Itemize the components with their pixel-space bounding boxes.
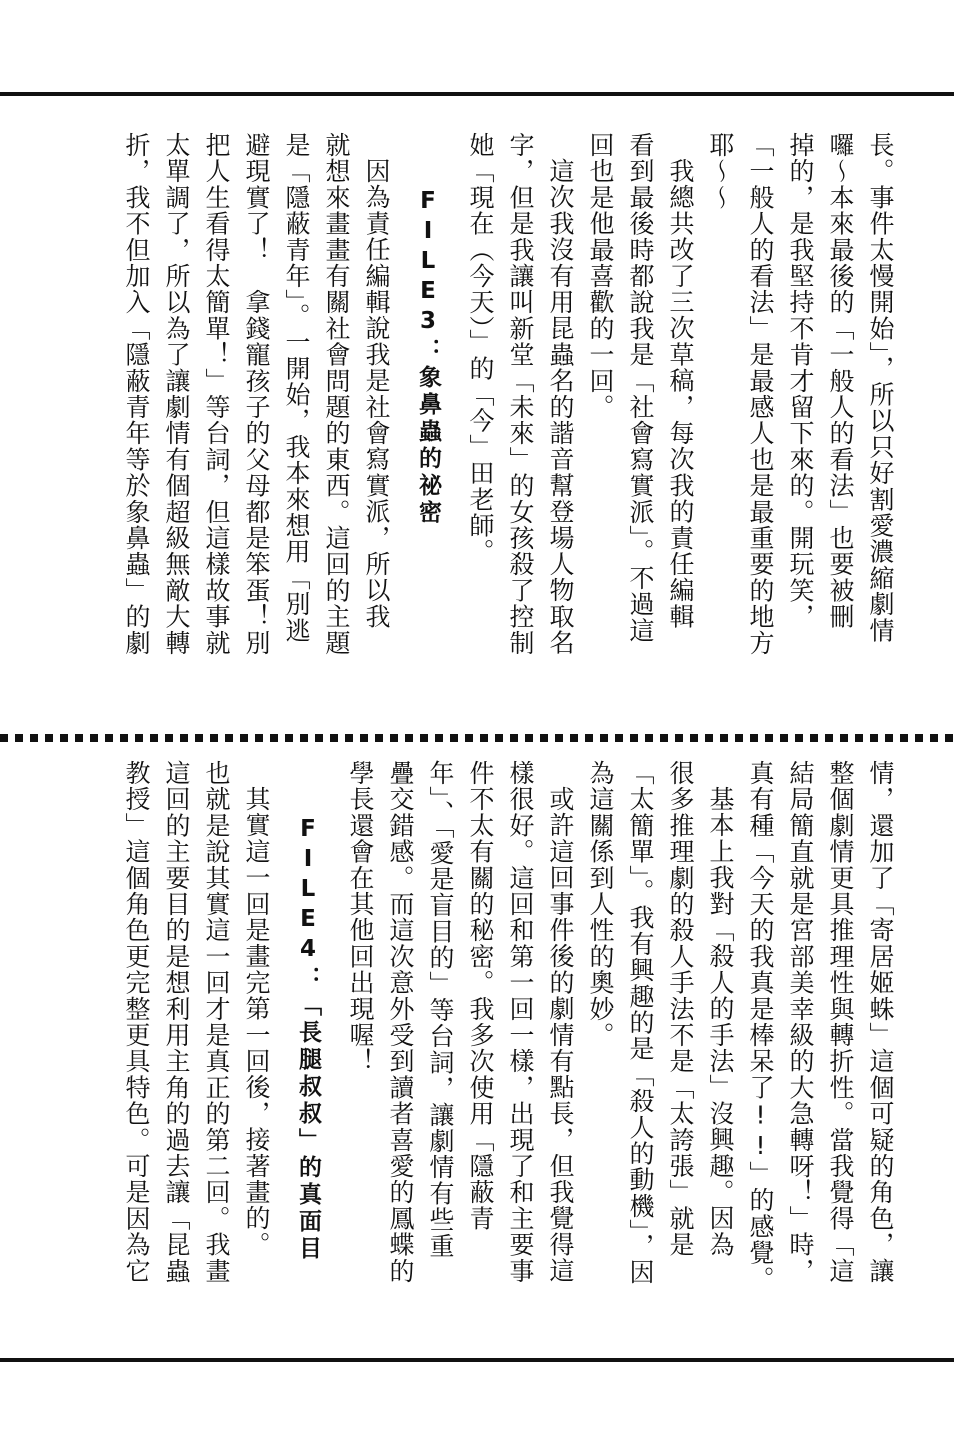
text-column: 年」、「愛是盲目的」等台詞，讓劇情有些重 xyxy=(426,760,455,1259)
text-column: 掉的，是我堅持不肯才留下來的。開玩笑， xyxy=(786,132,815,630)
text-column: 基本上我對「殺人的手法」沒興趣。因為 xyxy=(706,786,735,1258)
text-column: 這回的主要目的是想利用主角的過去讓「昆蟲 xyxy=(162,760,191,1284)
text-column: 耶～～ xyxy=(706,132,735,211)
text-column: 是「隱蔽青年」。一開始，我本來想用「別逃 xyxy=(282,132,311,644)
text-column: 為這關係到人性的奧妙。 xyxy=(586,760,615,1049)
text-column: 太單調了，所以為了讓劇情有個超級無敵大轉 xyxy=(162,132,191,656)
text-column: 回也是他最喜歡的一回。 xyxy=(586,132,615,421)
dotted-divider xyxy=(0,734,954,742)
text-column: 這次我沒有用昆蟲名的諧音幫登場人物取名 xyxy=(546,158,575,656)
text-column: 折，我不但加入「隱蔽青年等於象鼻蟲」的劇 xyxy=(122,132,151,656)
text-column: 樣很好。這回和第一回一樣，出現了和主要事 xyxy=(506,760,535,1284)
text-column: 也就是說其實這一回才是真正的第二回。我畫 xyxy=(202,760,231,1284)
text-column: 把人生看得太簡單！」等台詞，但這樣故事就 xyxy=(202,132,231,656)
top-border-rule xyxy=(0,92,954,96)
text-column: 她「現在（今天）」的「今」田老師。 xyxy=(466,132,495,565)
text-column: 看到最後時都說我是「社會寫實派」。不過這 xyxy=(626,132,655,644)
file4-heading: FILE4：「長腿叔叔」的真面目 xyxy=(295,816,321,1263)
text-column: 長。事件太慢開始」，所以只好割愛濃縮劇情 xyxy=(866,132,895,644)
text-column: 情，還加了「寄居姬蛛」這個可疑的角色，讓 xyxy=(866,760,895,1284)
text-column: 因為責任編輯說我是社會寫實派，所以我 xyxy=(362,158,391,630)
text-column: 真有種「今天的我真是棒呆了!!」的感覺。 xyxy=(746,760,775,1292)
text-column: 我總共改了三次草稿，每次我的責任編輯 xyxy=(666,158,695,630)
text-column: 或許這回事件後的劇情有點長，但我覺得這 xyxy=(546,786,575,1284)
text-column: 囉～本來最後的「一般人的看法」也要被刪 xyxy=(826,132,855,630)
text-column: 疊交錯感。而這次意外受到讀者喜愛的鳳蝶的 xyxy=(386,760,415,1284)
text-column: 件不太有關的秘密。我多次使用「隱蔽青 xyxy=(466,760,495,1232)
text-column: 整個劇情更具推理性與轉折性。當我覺得「這 xyxy=(826,760,855,1284)
text-column: 「一般人的看法」是最感人也是最重要的地方 xyxy=(746,132,775,656)
text-column: 很多推理劇的殺人手法不是「太誇張」就是 xyxy=(666,760,695,1258)
text-column: 學長還會在其他回出現喔！ xyxy=(346,760,375,1075)
text-column: 結局簡直就是宮部美幸級的大急轉呀！」時， xyxy=(786,760,815,1284)
top-text-block xyxy=(60,132,900,718)
text-column: 其實這一回是畫完第一回後，接著畫的。 xyxy=(242,786,271,1258)
text-column: 「太簡單」。我有興趣的是「殺人的動機」，因 xyxy=(626,760,655,1286)
text-column: 字，但是我讓叫新堂「未來」的女孩殺了控制 xyxy=(506,132,535,656)
text-column: 就想來畫畫有關社會問題的東西。這回的主題 xyxy=(322,132,351,656)
bottom-border-rule xyxy=(0,1358,954,1362)
bottom-text-block xyxy=(60,760,900,1344)
file3-heading: FILE3：象鼻蟲的祕密 xyxy=(415,188,441,527)
text-column: 教授」這個角色更完整更具特色。可是因為它 xyxy=(122,760,151,1284)
text-column: 避現實了！ 拿錢寵孩子的父母都是笨蛋！別 xyxy=(242,132,271,656)
